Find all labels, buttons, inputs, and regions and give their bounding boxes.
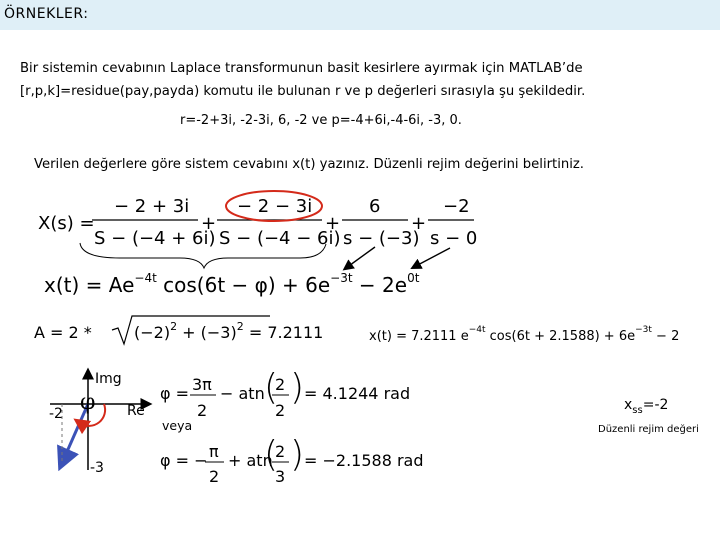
intro-line-1: Bir sistemin cevabının Laplace transformunun basit kesirlere ayırmak için MATLAB’de — [20, 61, 583, 76]
xs-plus-1: + — [201, 213, 217, 234]
svg-text:A = 2 *: A = 2 * — [34, 323, 92, 342]
question-text: Verilen değerlere göre sistem cevabını x(t) yazınız. Düzenli rejim değerini belirtiniz. — [34, 157, 584, 172]
amplitude-equation — [34, 316, 323, 344]
phase-equation-2 — [160, 434, 424, 486]
xs-term4-den: s − 0 — [430, 228, 478, 249]
svg-text:(: ( — [264, 367, 279, 408]
svg-text:+ atn: + atn — [228, 451, 273, 470]
svg-text:): ) — [290, 434, 305, 475]
svg-text:): ) — [290, 367, 305, 408]
svg-text:= 4.1244 rad: = 4.1244 rad — [304, 384, 411, 403]
xs-term1-num: − 2 + 3i — [114, 196, 190, 217]
svg-text:2: 2 — [209, 467, 220, 486]
xs-plus-2: + — [325, 213, 341, 234]
re-label: Re — [127, 403, 145, 419]
xs-plus-3: + — [411, 213, 427, 234]
svg-text:(: ( — [264, 434, 279, 475]
xt-equation: $x(t) = Ae^{-4t}$ $\cos(6t - \varphi) + 6e^{-3t} - 2e^{0t}$ — [44, 271, 420, 297]
xs-term3-den: s − (−3) — [343, 228, 420, 249]
svg-text:2: 2 — [275, 442, 286, 461]
xs-lhs: X(s) = — [38, 213, 95, 234]
final-response: x(t) = 7.2111 $e^{-4t}$ $\cos(6t + 2.1588) + 6e^{-3t} - 2$ — [369, 325, 680, 344]
svg-text:(−2)2 + (−3)2 = 7.2111: $(-2)^2 + (-3)^2 = 7.2111$ — [134, 320, 324, 342]
svg-text:φ =: φ = — [160, 384, 190, 403]
img-label: Img — [95, 371, 122, 387]
steady-state-label: Düzenli rejim değeri — [598, 424, 699, 435]
svg-text:2: 2 — [197, 401, 208, 420]
x-value-label: -2 — [49, 406, 63, 422]
phase-equation-1 — [160, 367, 410, 420]
xs-term4-num: −2 — [443, 196, 470, 217]
svg-text:2: 2 — [275, 401, 286, 420]
y-value-label: -3 — [90, 460, 104, 476]
xs-term2-den: S − (−4 − 6i) — [219, 228, 341, 249]
svg-text:3: 3 — [275, 467, 286, 486]
svg-text:3π: 3π — [192, 375, 212, 394]
phi-symbol: φ — [80, 390, 96, 415]
given-values: r=-2+3i, -2-3i, 6, -2 ve p=-4+6i,-4-6i, -3, 0. — [180, 113, 462, 128]
xs-term2-num: − 2 − 3i — [237, 196, 313, 217]
or-label: veya — [162, 418, 193, 433]
svg-text:φ = −: φ = − — [160, 451, 208, 470]
arrow-term3 — [346, 247, 375, 268]
svg-text:= −2.1588 rad: = −2.1588 rad — [304, 451, 424, 470]
arrow-term4 — [414, 248, 450, 267]
xs-equation — [38, 196, 477, 249]
xs-term1-den: S − (−4 + 6i) — [94, 228, 216, 249]
phasor-diagram — [49, 371, 148, 476]
xs-term3-num: 6 — [369, 196, 381, 217]
svg-text:− atn: − atn — [220, 384, 265, 403]
svg-text:π: π — [209, 442, 219, 461]
svg-text:2: 2 — [275, 375, 286, 394]
slide-title: ÖRNEKLER: — [4, 6, 89, 22]
steady-state-value: $x_{ss}=-2$ — [624, 397, 669, 416]
intro-line-2: [r,p,k]=residue(pay,payda) komutu ile bulunan r ve p değerleri sırasıyla şu şekildedir. — [20, 84, 586, 99]
